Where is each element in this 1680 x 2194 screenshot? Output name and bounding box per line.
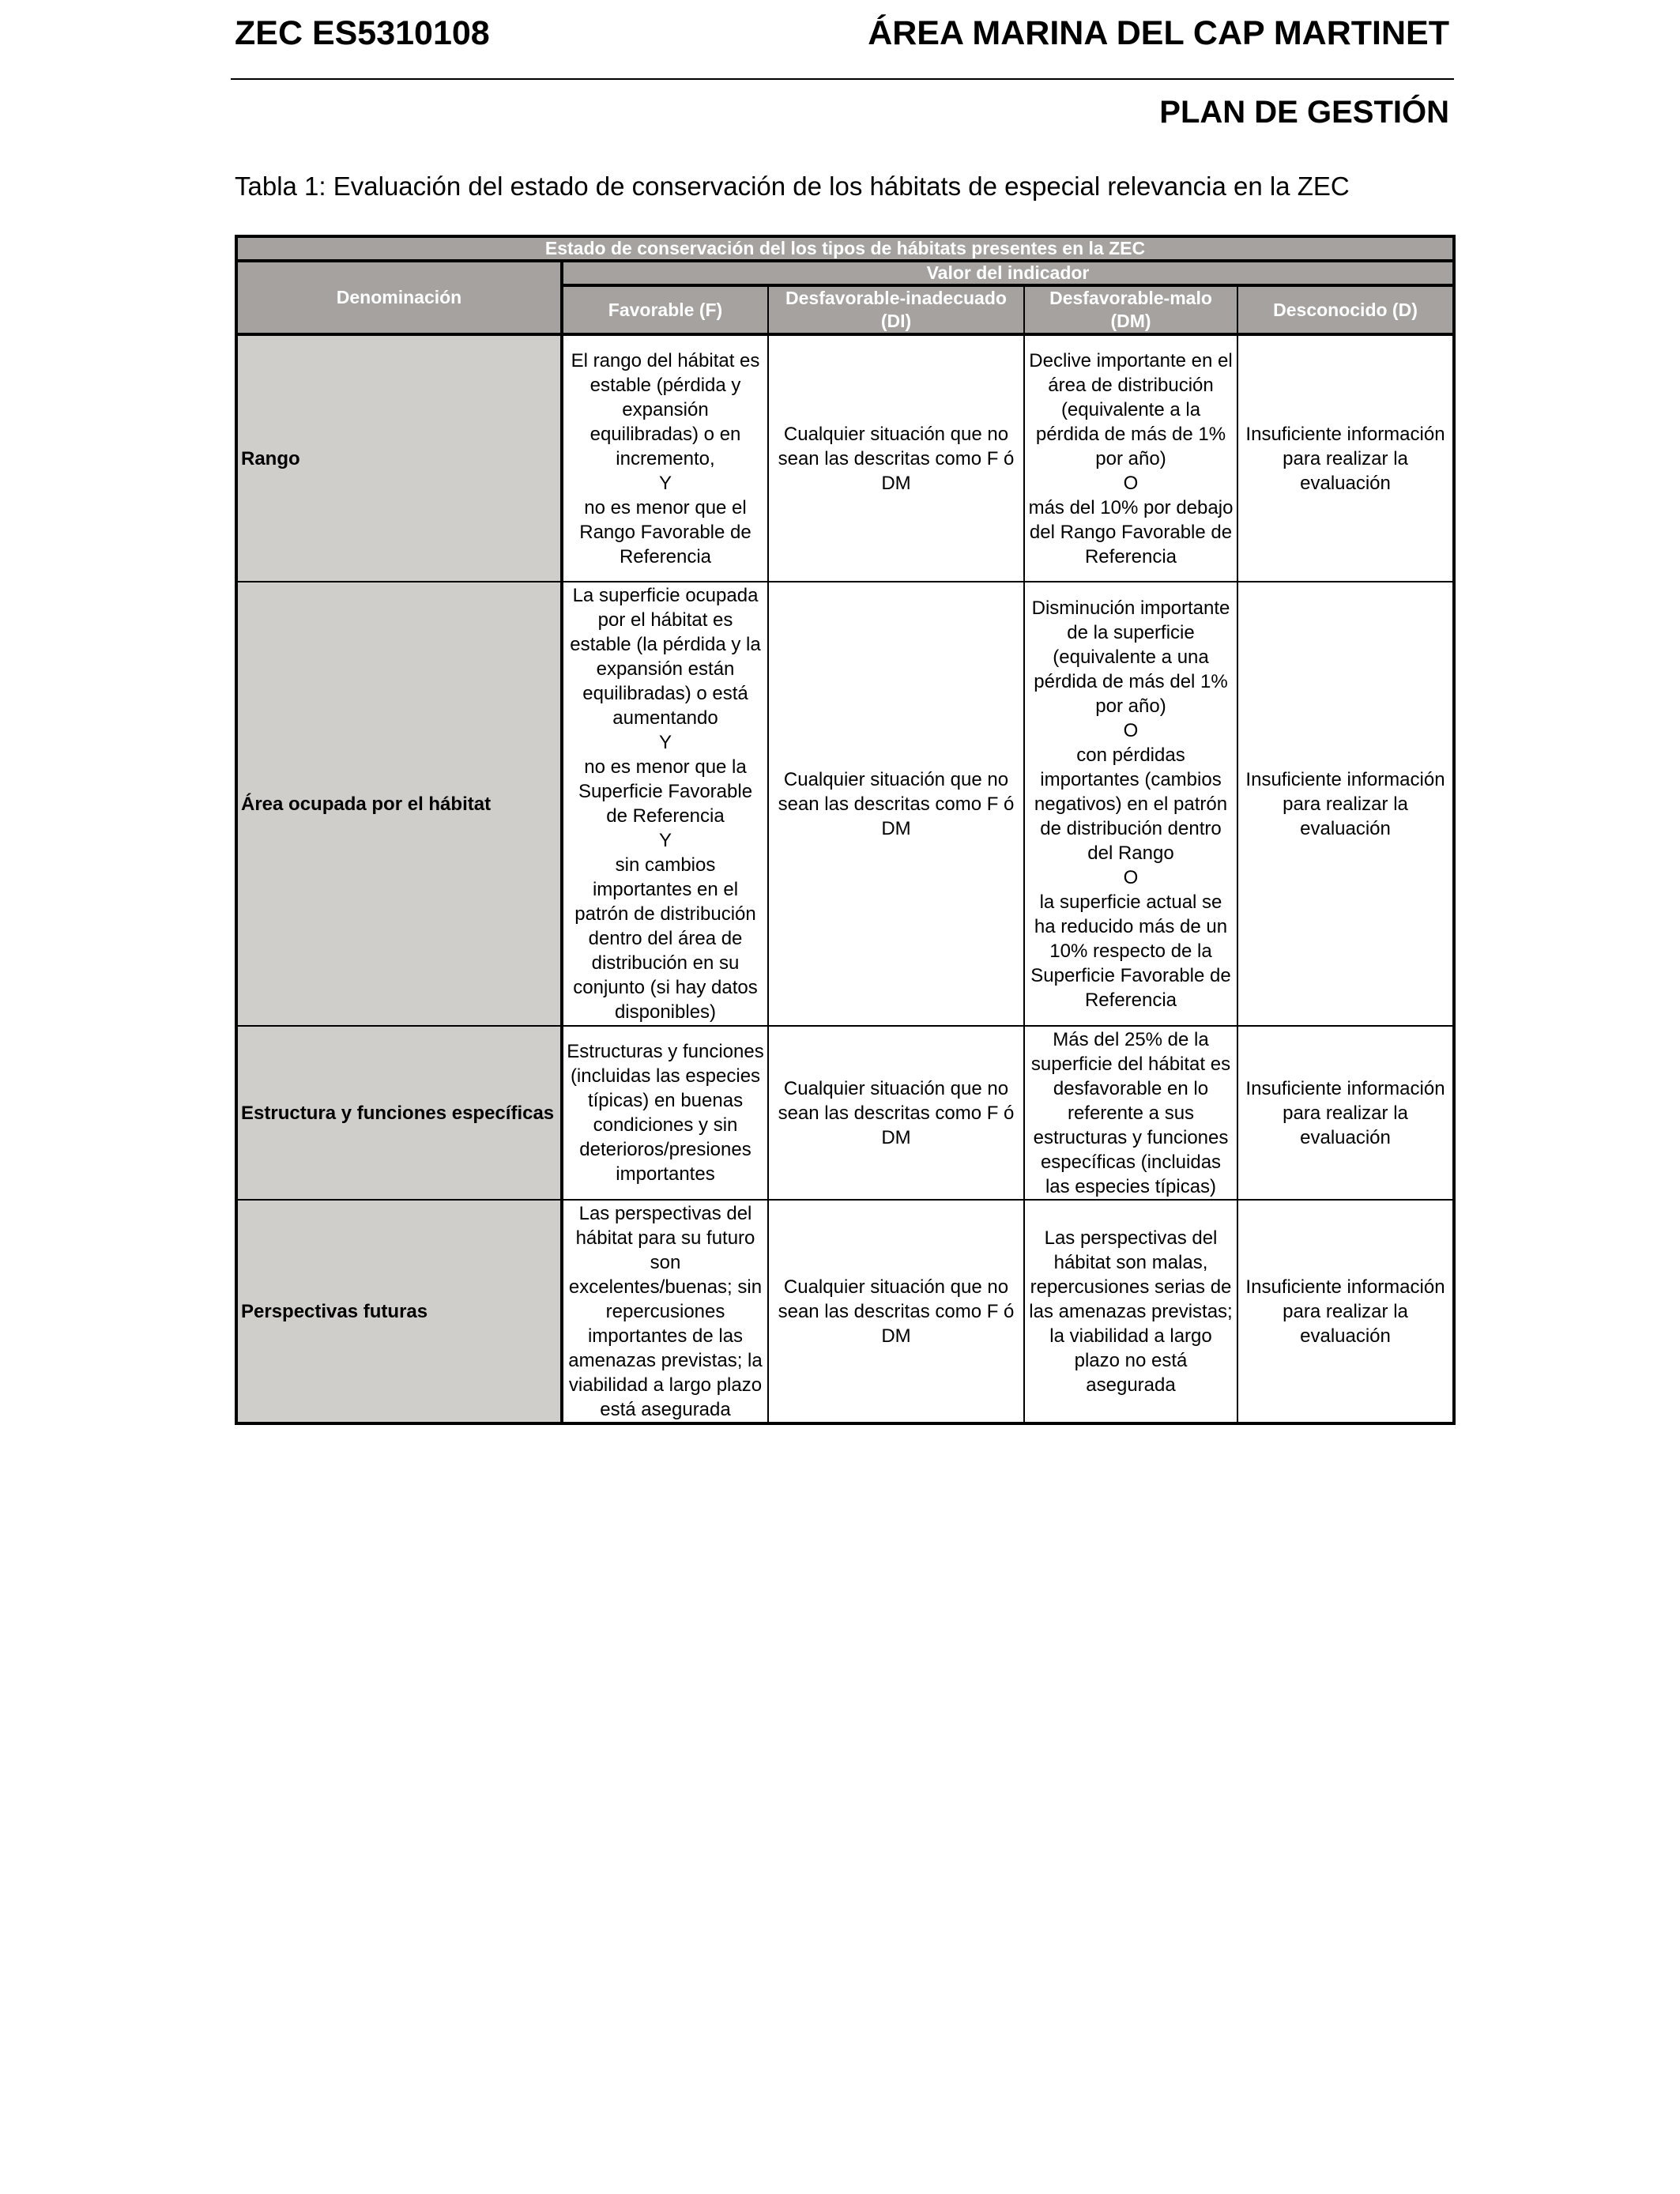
cell-desconocido: Insuficiente información para realizar la evaluación: [1237, 1026, 1454, 1200]
row-label: Perspectivas futuras: [236, 1200, 562, 1423]
cell-malo: Más del 25% de la superficie del hábitat es desfavorable en lo referente a sus estructuras y funciones específicas (incluidas las especies típicas): [1024, 1026, 1237, 1200]
table-row-rango: [236, 334, 1454, 582]
cell-favorable: Estructuras y funciones (incluidas las especies típicas) en buenas condiciones y sin deterioros/presiones importantes: [562, 1026, 768, 1200]
cell-favorable: El rango del hábitat es estable (pérdida y expansión equilibradas) o en incremento, Y no es menor que el Rango Favorable de Referencia: [562, 334, 768, 582]
table-top-header: Estado de conservación del los tipos de hábitats presentes en la ZEC: [236, 236, 1454, 261]
cell-malo: Declive importante en el área de distribución (equivalente a la pérdida de más de 1% por año) O más del 10% por debajo del Rango Favorable de Referencia: [1024, 334, 1237, 582]
header-divider: [231, 78, 1454, 80]
row-label: Área ocupada por el hábitat: [236, 582, 562, 1026]
cell-inadecuado: Cualquier situación que no sean las descritas como F ó DM: [768, 334, 1024, 582]
table-top-header-row: [236, 236, 1454, 261]
table-row-estructura: [236, 1026, 1454, 1200]
column-header-favorable: Favorable (F): [562, 285, 768, 334]
document-title: ÁREA MARINA DEL CAP MARTINET: [868, 14, 1449, 52]
column-header-desconocido: Desconocido (D): [1237, 285, 1454, 334]
cell-favorable: La superficie ocupada por el hábitat es estable (la pérdida y la expansión están equilibradas) o está aumentando Y no es menor que la Superficie Favorable de Referencia Y sin cambios importantes en el patrón de distribución dentro del área de distribución en su conjunto (si hay datos disponibles): [562, 582, 768, 1026]
cell-malo: Las perspectivas del hábitat son malas, repercusiones serias de las amenazas previstas; la viabilidad a largo plazo no está asegurada: [1024, 1200, 1237, 1423]
cell-inadecuado: Cualquier situación que no sean las descritas como F ó DM: [768, 1026, 1024, 1200]
cell-inadecuado: Cualquier situación que no sean las descritas como F ó DM: [768, 1200, 1024, 1423]
cell-desconocido: Insuficiente información para realizar la evaluación: [1237, 582, 1454, 1026]
table-caption: Tabla 1: Evaluación del estado de conservación de los hábitats de especial relevancia en la ZEC: [235, 172, 1350, 201]
indicator-header: Valor del indicador: [562, 261, 1454, 285]
cell-inadecuado: Cualquier situación que no sean las descritas como F ó DM: [768, 582, 1024, 1026]
cell-favorable: Las perspectivas del hábitat para su futuro son excelentes/buenas; sin repercusiones importantes de las amenazas previstas; la viabilidad a largo plazo está asegurada: [562, 1200, 768, 1423]
document-code: ZEC ES5310108: [235, 14, 490, 52]
column-header-malo: Desfavorable-malo (DM): [1024, 285, 1237, 334]
row-label: Rango: [236, 334, 562, 582]
table-row-area: [236, 582, 1454, 1026]
cell-malo: Disminución importante de la superficie (equivalente a una pérdida de más del 1% por año) O con pérdidas importantes (cambios negativos) en el patrón de distribución dentro del Rango O la superficie actual se ha reducido más de un 10% respecto de la Superficie Favorable de Referencia: [1024, 582, 1237, 1026]
cell-desconocido: Insuficiente información para realizar la evaluación: [1237, 1200, 1454, 1423]
table-row-perspectivas: [236, 1200, 1454, 1423]
row-label: Estructura y funciones específicas: [236, 1026, 562, 1200]
column-header-inadecuado: Desfavorable-inadecuado (DI): [768, 285, 1024, 334]
document-subtitle: PLAN DE GESTIÓN: [1159, 95, 1449, 130]
table-indicator-header-row: [236, 261, 1454, 285]
denomination-header: Denominación: [236, 261, 562, 334]
cell-desconocido: Insuficiente información para realizar la evaluación: [1237, 334, 1454, 582]
conservation-status-table: [235, 235, 1456, 1425]
